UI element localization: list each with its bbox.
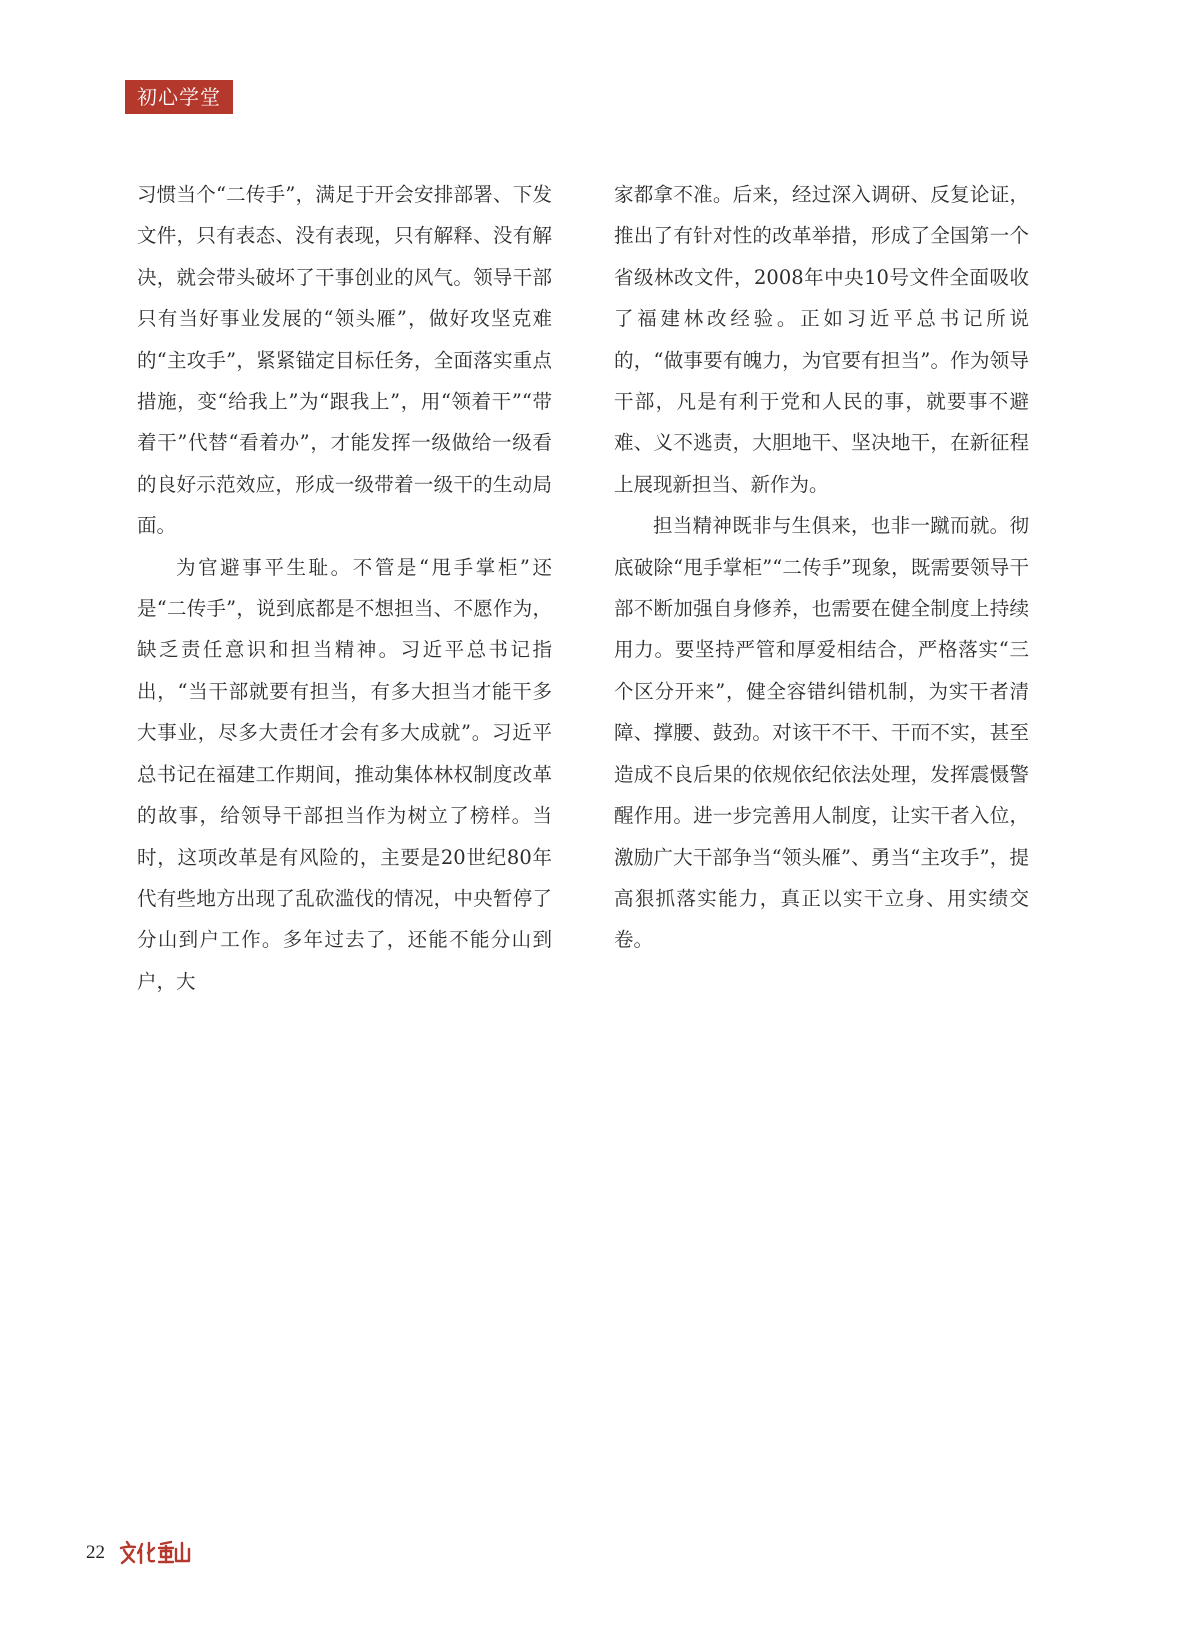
page-number: 22 — [86, 1542, 105, 1563]
article-column-right — [614, 174, 1029, 961]
section-tag: 初心学堂 — [125, 80, 233, 114]
article-column-left — [137, 174, 552, 1002]
paragraph: 为官避事平生耻。不管是“甩手掌柜”还是“二传手”，说到底都是不想担当、不愿作为，缺乏责任意识和担当精神。习近平总书记指出，“当干部就要有担当，有多大担当才能干多大事业，尽多大责任才会有多大成就”。习近平总书记在福建工作期间，推动集体林权制度改革的故事，给领导干部担当作为树立了榜样。当时，这项改革是有风险的，主要是20世纪80年代有些地方出现了乱砍滥伐的情况，中央暂停了分山到户工作。多年过去了，还能不能分山到户，大 — [137, 555, 552, 993]
page-footer — [86, 1538, 191, 1568]
paragraph: 习惯当个“二传手”，满足于开会安排部署、下发文件，只有表态、没有表现，只有解释、没有解决，就会带头破坏了干事创业的风气。领导干部只有当好事业发展的“领头雁”，做好攻坚克难的“主攻手”，紧紧锚定目标任务，全面落实重点措施，变“给我上”为“跟我上”，用“领着干”“带着干”代替“看着办”，才能发挥一级做给一级看的良好示范效应，形成一级带着一级干的生动局面。 — [137, 183, 552, 538]
magazine-logo — [119, 1540, 191, 1566]
paragraph: 家都拿不准。后来，经过深入调研、反复论证，推出了有针对性的改革举措，形成了全国第一个省级林改文件，2008年中央10号文件全面吸收了福建林改经验。正如习近平总书记所说的，“做事要有魄力，为官要有担当”。作为领导干部，凡是有利于党和人民的事，就要事不避难、义不逃责，大胆地干、坚决地干，在新征程上展现新担当、新作为。 — [614, 183, 1029, 496]
paragraph: 担当精神既非与生俱来，也非一蹴而就。彻底破除“甩手掌柜”“二传手”现象，既需要领导干部不断加强自身修养，也需要在健全制度上持续用力。要坚持严管和厚爱相结合，严格落实“三个区分开来”，健全容错纠错机制，为实干者清障、撑腰、鼓劲。对该干不干、干而不实，甚至造成不良后果的依规依纪依法处理，发挥震慑警醒作用。进一步完善用人制度，让实干者入位，激励广大干部争当“领头雁”、勇当“主攻手”，提高狠抓落实能力，真正以实干立身、用实绩交卷。 — [614, 514, 1029, 952]
